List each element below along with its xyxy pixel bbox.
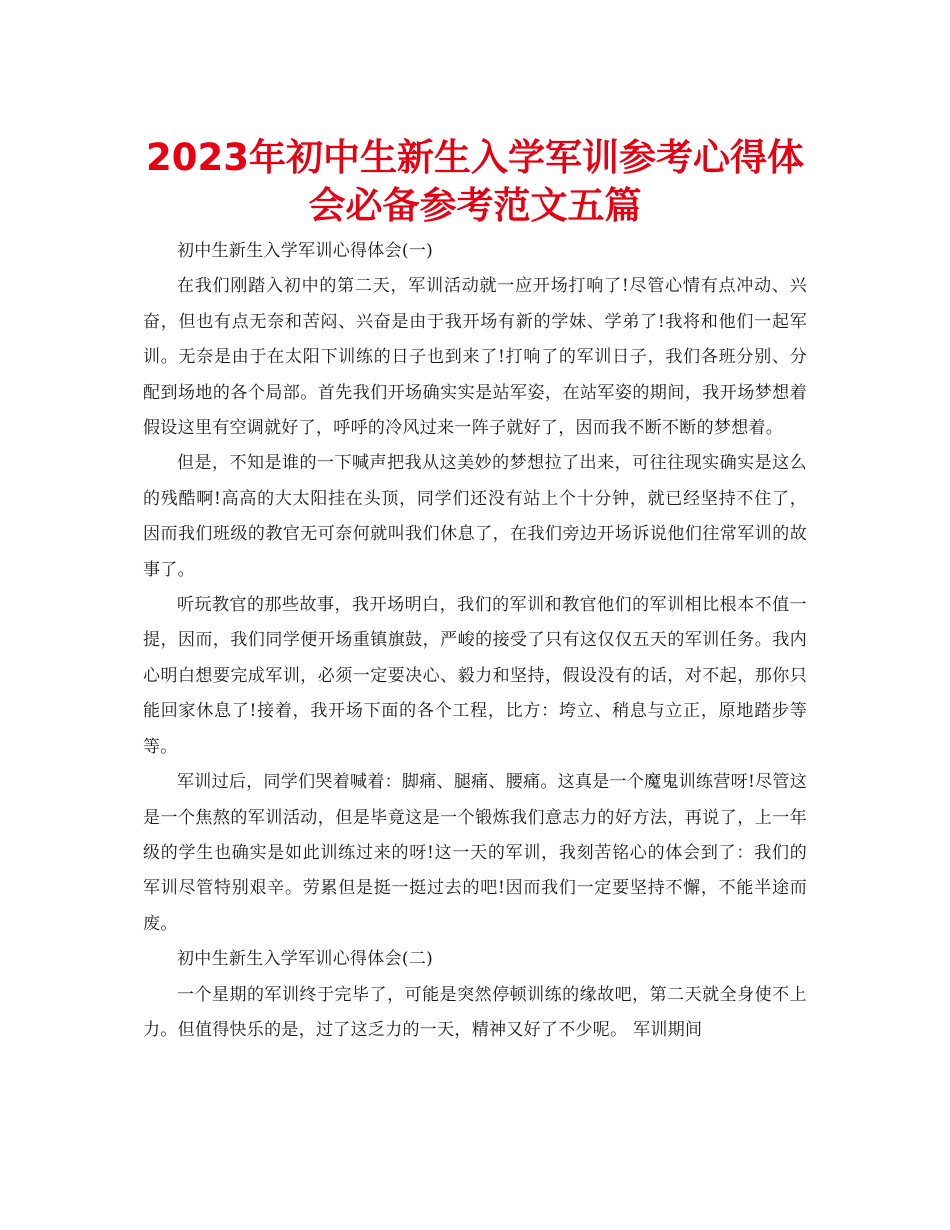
document-title: 2023年初中生新生入学军训参考心得体会必备参考范文五篇 — [146, 136, 804, 227]
section-heading-2: 初中生新生入学军训心得体会(二) — [177, 949, 434, 970]
section-heading-1: 初中生新生入学军训心得体会(一) — [177, 241, 434, 261]
document-body — [143, 234, 807, 1048]
paragraph: 军训过后，同学们哭着喊着：脚痛、腿痛、腰痛。这真是一个魔鬼训练营呀!尽管这是一个焦熬的军训活动，但是毕竟这是一个锻炼我们意志力的好方法，再说了，上一年级的学生也确实是如此训练过来的呀!这一天的军训，我刻苦铭心的体会到了：我们的军训尽管特别艰辛。劳累但是挺一挺过去的吧!因而我们一定要坚持不懈，不能半途而废。 — [143, 772, 807, 934]
paragraph: 一个星期的军训终于完毕了，可能是突然停顿训练的缘故吧，第二天就全身使不上力。但值得快乐的是，过了这乏力的一天，精神又好了不少呢。 军训期间 — [143, 984, 807, 1040]
paragraph: 但是，不知是谁的一下喊声把我从这美妙的梦想拉了出来，可往往现实确实是这么的残酷啊!高高的大太阳挂在头顶，同学们还没有站上个十分钟，就已经坚持不住了，因而我们班级的教官无可奈何就叫我们休息了，在我们旁边开场诉说他们往常军训的故事了。 — [143, 453, 807, 580]
paragraph: 在我们刚踏入初中的第二天，军训活动就一应开场打响了!尽管心情有点冲动、兴奋，但也有点无奈和苦闷、兴奋是由于我开场有新的学妹、学弟了!我将和他们一起军训。无奈是由于在太阳下训练的日子也到来了!打响了的军训日子，我们各班分别、分配到场地的各个局部。首先我们开场确实实是站军姿，在站军姿的期间，我开场梦想着假设这里有空调就好了，呼呼的冷风过来一阵子就好了，因而我不断不断的梦想着。 — [143, 276, 807, 439]
paragraph: 听玩教官的那些故事，我开场明白，我们的军训和教官他们的军训相比根本不值一提，因而，我们同学便开场重镇旗鼓，严峻的接受了只有这仅仅五天的军训任务。我内心明白想要完成军训，必须一定要决心、毅力和坚持，假设没有的话，对不起，那你只能回家休息了!接着，我开场下面的各个工程，比方：垮立、稍息与立正，原地踏步等等。 — [143, 595, 807, 757]
